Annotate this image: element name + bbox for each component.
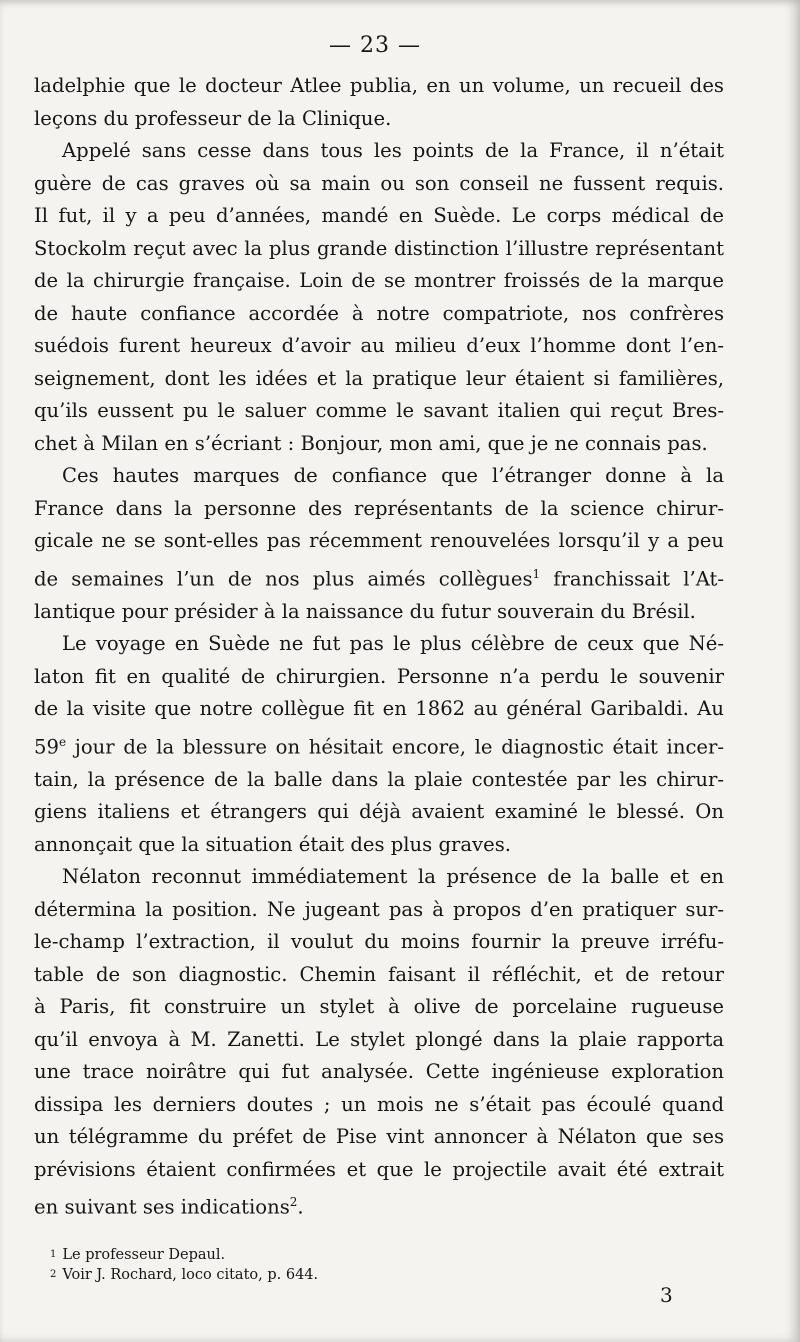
text-line [34,298,724,331]
text-line [34,200,724,233]
text-line-content: annonçait que la situation était des plus graves. [34,832,511,856]
text-line-continuation: . [297,1195,304,1219]
text-line-content: ladelphie que le docteur Atlee publia, en un volume, un recueil des [34,74,724,97]
text-line-content: un télégramme du préfet de Pise vint annoncer à Nélaton que ses [34,1125,724,1149]
text-line [34,1186,724,1224]
text-line [34,558,724,596]
text-line [34,796,724,829]
footnote-mark: 1 [50,1249,57,1260]
text-line-content: gicale ne se sont-elles pas récemment renouvelées lorsqu’il y a peu [34,529,724,552]
text-line [34,959,724,992]
page-number: — 23 — [329,33,421,58]
text-line [34,363,724,396]
text-line-content: 59 [34,735,59,759]
text-line [34,693,724,726]
text-line-content: seignement, dont les idées et la pratique leur étaient si familières, [34,366,724,390]
text-line-content: tain, la présence de la balle dans la plaie contestée par les chirur- [34,767,724,791]
text-line [34,764,724,797]
text-line-content: Stockolm reçut avec la plus grande distinction l’illustre représentant [34,236,724,260]
text-line-content: de la chirurgie française. Loin de se montrer froissés de la marque [34,269,724,292]
text-line-content: Le voyage en Suède ne fut pas le plus célèbre de ceux que Né- [62,632,724,656]
text-line-content: de semaines l’un de nos plus aimés collègues [34,567,533,591]
text-line-content: chet à Milan en s’écriant : Bonjour, mon ami, que je ne connais pas. [34,431,708,455]
text-line-continuation: jour de la blessure on hésitait encore, le diagnostic était incer- [66,735,724,759]
text-line-content: de haute confiance accordée à notre compatriote, nos confrères [34,301,724,325]
text-line [34,1121,724,1154]
text-line-content: leçons du professeur de la Clinique. [34,106,392,130]
text-line [34,233,724,266]
text-line [34,1154,724,1187]
footnote [50,1245,550,1265]
text-line [34,628,724,661]
text-line [34,894,724,927]
text-line-content: laton fit en qualité de chirurgien. Personne n’a perdu le souvenir [34,664,724,688]
text-line-content: guère de cas graves où sa main ou son conseil ne fussent requis. [34,171,724,195]
text-line-content: de la visite que notre collègue fit en 1862 au général Garibaldi. Au [34,697,724,721]
text-line-content: le-champ l’extraction, il voulut du moins fournir la preuve irréfu- [34,930,724,954]
text-line-content: Ces hautes marques de confiance que l’étranger donne à la [62,464,724,487]
signature-mark: 3 [660,1283,673,1307]
superscript: 2 [289,1195,298,1210]
text-line [34,395,724,428]
text-line [34,493,724,526]
footnote [50,1265,550,1285]
text-line [34,265,724,298]
text-line [34,991,724,1024]
text-line [34,861,724,894]
text-line [34,1089,724,1122]
footnote-mark: 2 [50,1269,57,1280]
text-line [34,1056,724,1089]
text-line-content: dissipa les derniers doutes ; un mois ne s’était pas écoulé quand [34,1092,724,1116]
text-line [34,829,724,862]
footnote-text: Le professeur Depaul. [62,1247,226,1263]
text-line-content: à Paris, fit construire un stylet à olive de porcelaine rugueuse [34,995,724,1019]
text-line-content: table de son diagnostic. Chemin faisant il réfléchit, et de retour [34,962,724,986]
text-line-continuation: franchissait l’At- [540,567,724,591]
text-line [34,460,724,493]
text-line [34,726,724,764]
footnotes [50,1245,550,1285]
footnote-text: Voir J. Rochard, loco citato, p. 644. [62,1267,319,1283]
text-line [34,70,724,103]
superscript: e [58,734,67,749]
text-line [34,596,724,629]
text-line-content: lantique pour présider à la naissance du futur souverain du Brésil. [34,599,696,623]
text-line [34,135,724,168]
text-line-content: en suivant ses indications [34,1195,290,1219]
text-line-content: giens italiens et étrangers qui déjà avaient examiné le blessé. On [34,800,724,824]
text-line [34,525,724,558]
text-line [34,926,724,959]
text-line-content: une trace noirâtre qui fut analysée. Cette ingénieuse exploration [34,1060,724,1084]
text-line [34,103,724,136]
text-line-content: détermina la position. Ne jugeant pas à propos d’en pratiquer sur- [34,897,724,921]
text-line-content: Il fut, il y a peu d’années, mandé en Suède. Le corps médical de [34,204,724,227]
text-line [34,168,724,201]
text-line [34,661,724,694]
text-line [34,428,724,461]
text-line [34,330,724,363]
text-line-content: qu’il envoya à M. Zanetti. Le stylet plongé dans la plaie rapporta [34,1027,724,1051]
text-line-content: suédois furent heureux d’avoir au milieu d’eux l’homme dont l’en- [34,334,724,357]
superscript: 1 [532,566,541,581]
text-line [34,1024,724,1057]
text-line-content: prévisions étaient confirmées et que le projectile avait été extrait [34,1157,724,1181]
text-line-content: Nélaton reconnut immédiatement la présence de la balle et en [62,865,724,889]
text-line-content: qu’ils eussent pu le saluer comme le savant italien qui reçut Bres- [34,399,724,422]
text-line-content: France dans la personne des représentants de la science chirur- [34,496,724,520]
body-text [34,70,724,1224]
text-line-content: Appelé sans cesse dans tous les points de la France, il n’était [62,139,724,162]
